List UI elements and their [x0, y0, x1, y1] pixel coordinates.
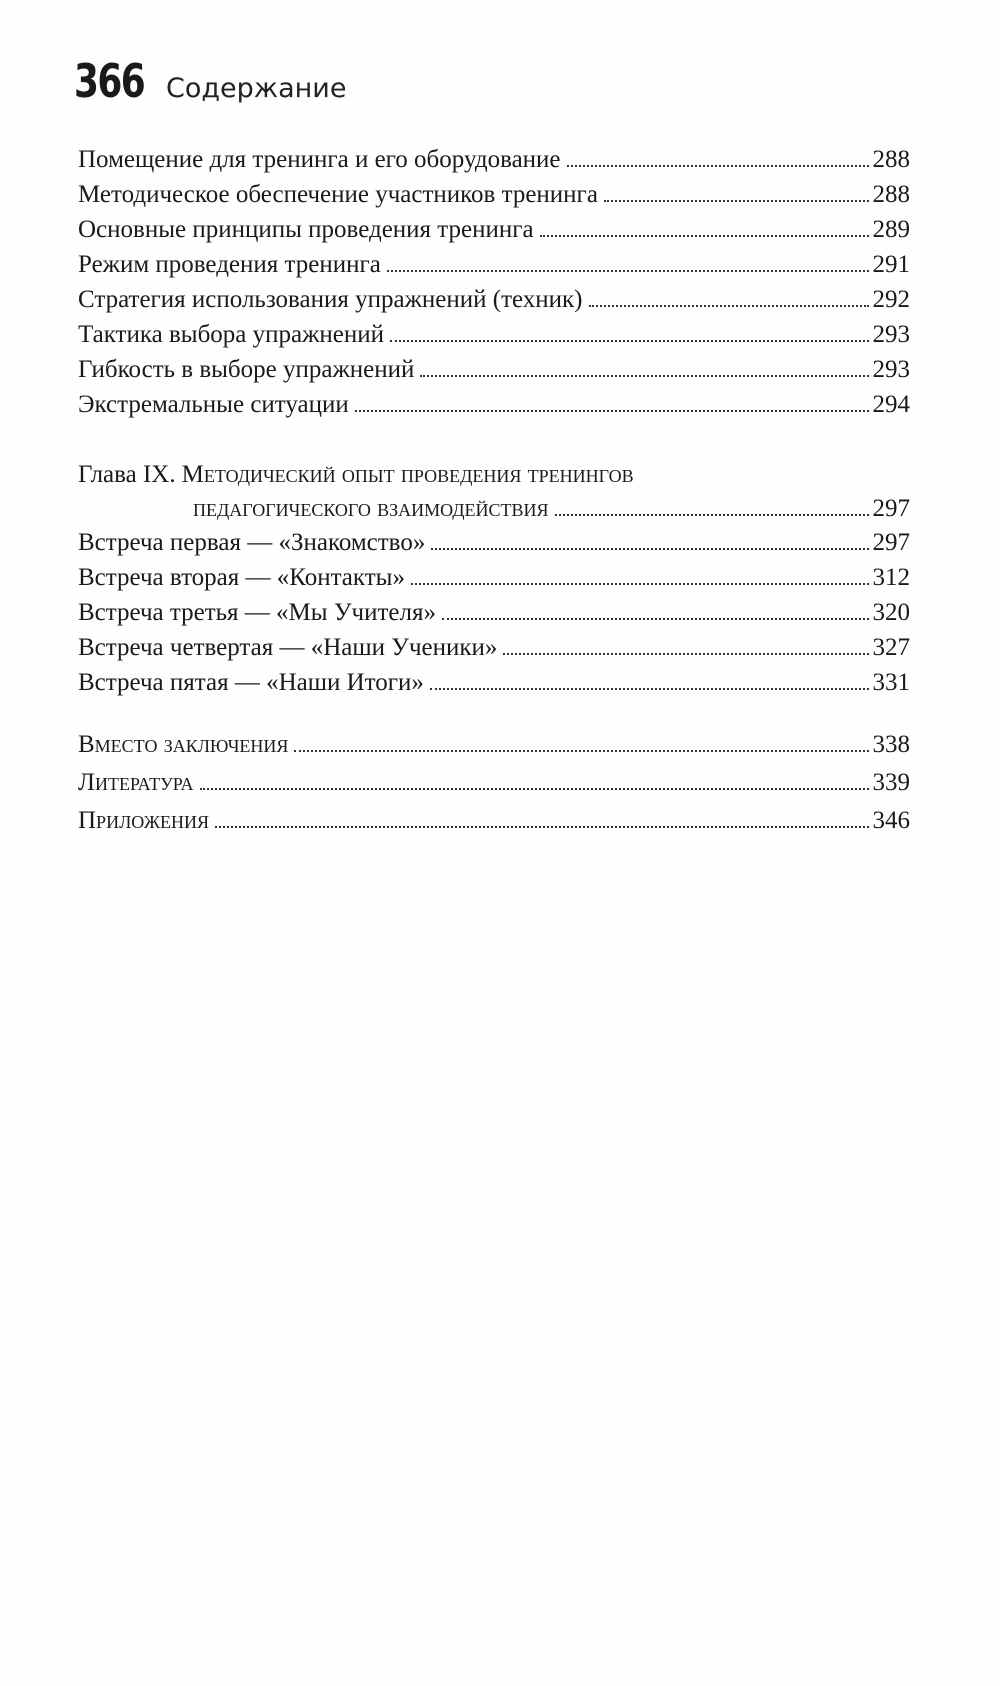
- toc-entry-title: Гибкость в выборе упражнений: [78, 356, 415, 383]
- dot-leader: [355, 410, 869, 412]
- dot-leader: [390, 340, 868, 342]
- dot-leader: [540, 235, 869, 237]
- toc-entry-title: Экстремальные ситуации: [78, 391, 349, 418]
- toc-entry-title: Литература: [78, 769, 194, 796]
- toc-entry: [78, 663, 910, 697]
- toc-entry-page: 288: [872, 146, 910, 173]
- toc-entry-page: 338: [872, 731, 910, 758]
- toc-entry-title: Встреча третья — «Мы Учителя»: [78, 599, 436, 626]
- toc-entry-title: Вместо заключения: [78, 731, 289, 758]
- dot-leader: [420, 375, 868, 377]
- dot-leader: [567, 165, 869, 167]
- toc-entry: [78, 245, 910, 279]
- toc-entry-title: Приложения: [78, 807, 209, 834]
- toc-entry-title: Встреча вторая — «Контакты»: [78, 564, 405, 591]
- dot-leader: [555, 514, 869, 516]
- dot-leader: [604, 200, 869, 202]
- toc-entry: [78, 350, 910, 384]
- toc-entry-page: 292: [872, 286, 910, 313]
- running-head: [74, 54, 346, 114]
- toc-entry: [78, 489, 910, 523]
- toc-entry-title: Встреча пятая — «Наши Итоги»: [78, 669, 424, 696]
- toc-entry-page: 346: [872, 807, 910, 834]
- toc-entry: [78, 175, 910, 209]
- toc-entry: [78, 801, 910, 835]
- toc-entry-page: 291: [872, 251, 910, 278]
- toc-entry-page: 327: [872, 634, 910, 661]
- toc-entry: [78, 140, 910, 174]
- toc-entry: [78, 558, 910, 592]
- dot-leader: [442, 618, 869, 620]
- dot-leader: [431, 548, 868, 550]
- toc-entry-page: 331: [872, 669, 910, 696]
- toc-entry-page: 297: [872, 495, 910, 522]
- toc-entry-page: 288: [872, 181, 910, 208]
- running-title: Содержание: [166, 73, 347, 104]
- toc-entry-title: Помещение для тренинга и его оборудование: [78, 146, 561, 173]
- toc-entry-page: 294: [872, 391, 910, 418]
- toc-entry: [78, 725, 910, 759]
- toc-entry-title: Тактика выбора упражнений: [78, 321, 385, 348]
- toc-entry-page: 320: [872, 599, 910, 626]
- toc-entry: [78, 523, 910, 557]
- dot-leader: [215, 826, 869, 828]
- toc-entry-page: 297: [872, 529, 910, 556]
- toc-entry-title: Методическое обеспечение участников тренинга: [78, 181, 598, 208]
- toc-entry: [78, 593, 910, 627]
- chapter-prefix: Глава IX.: [78, 461, 176, 488]
- page-number: 366: [74, 54, 145, 108]
- toc-entry: [78, 385, 910, 419]
- toc-entry-title: Основные принципы проведения тренинга: [78, 216, 534, 243]
- dot-leader: [294, 750, 868, 752]
- toc-entry-title: Стратегия использования упражнений (техник): [78, 286, 583, 313]
- dot-leader: [589, 305, 869, 307]
- toc-entry-title: Встреча четвертая — «Наши Ученики»: [78, 634, 498, 661]
- dot-leader: [503, 653, 868, 655]
- dot-leader: [430, 688, 869, 690]
- toc-entry-page: 339: [872, 769, 910, 796]
- toc-entry: [78, 628, 910, 662]
- dot-leader: [200, 788, 869, 790]
- chapter-title-line2: педагогического взаимодействия: [193, 495, 549, 522]
- dot-leader: [387, 270, 869, 272]
- toc-entry-page: 289: [872, 216, 910, 243]
- toc-entry: [78, 763, 910, 797]
- toc-entry: [78, 280, 910, 314]
- toc-entry-page: 293: [872, 356, 910, 383]
- toc-entry-title: Встреча первая — «Знакомство»: [78, 529, 426, 556]
- chapter-title-line1: Методический опыт проведения тренингов: [181, 461, 634, 488]
- dot-leader: [411, 583, 869, 585]
- toc-entry-page: 293: [872, 321, 910, 348]
- toc-entry-page: 312: [872, 564, 910, 591]
- toc-entry: [78, 315, 910, 349]
- toc-entry-title: Режим проведения тренинга: [78, 251, 381, 278]
- chapter-heading: [78, 455, 910, 489]
- toc-entry: [78, 210, 910, 244]
